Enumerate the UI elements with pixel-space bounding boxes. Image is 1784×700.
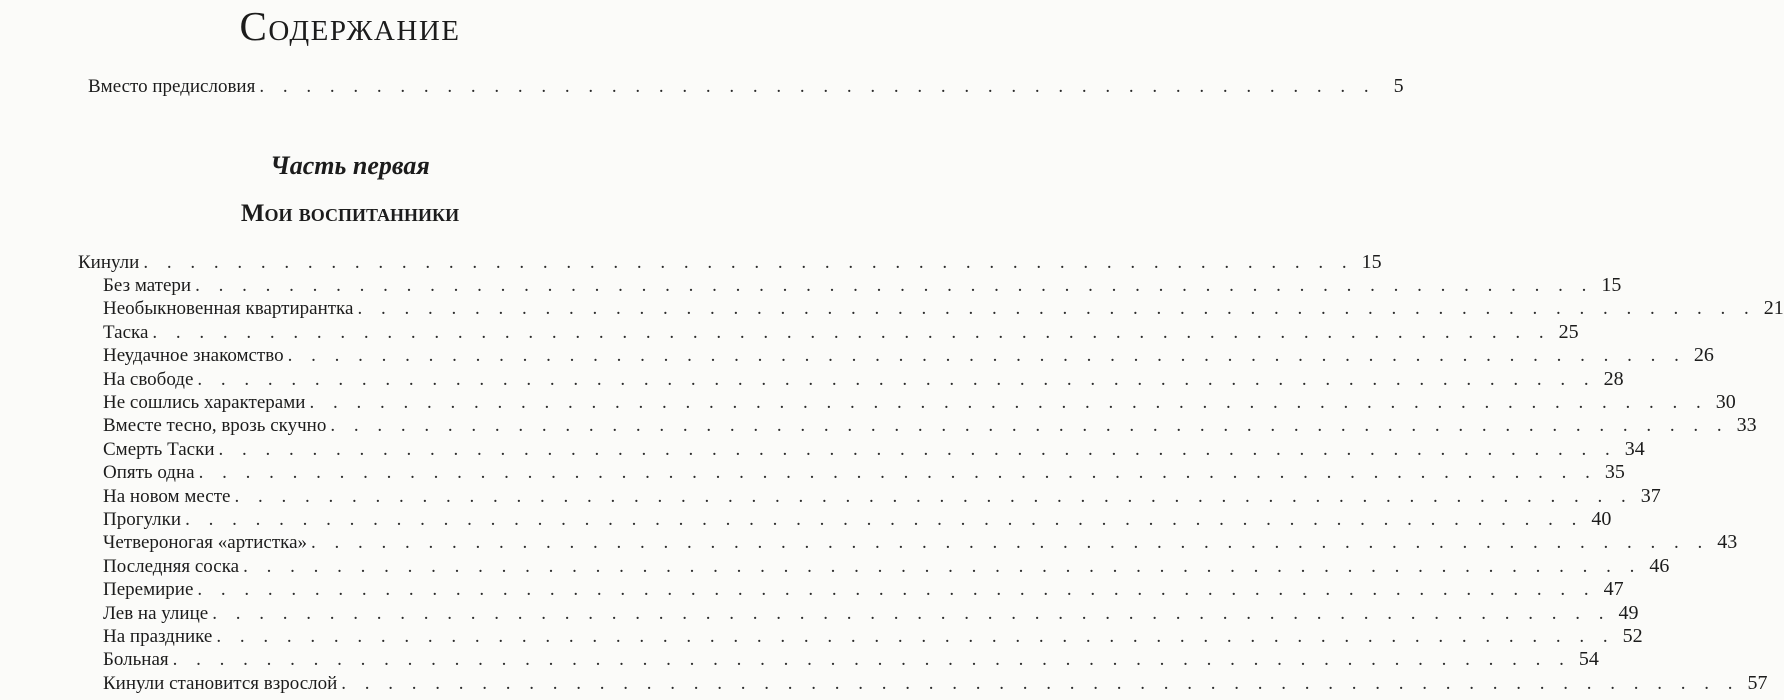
toc-entry-label: Необыкновенная квартирантка <box>103 298 354 320</box>
toc-entry-section[interactable] <box>103 390 1736 415</box>
leader-dots: . . . . . . . . . . . . . . . . . . . . . . . . . . . . . . . . . . . . . . . . . . . . . . . . . . . . . . . . . . . . <box>218 438 1617 460</box>
leader-dots: . . . . . . . . . . . . . . . . . . . . . . . . . . . . . . . . . . . . . . . . . . . . . . . . . . . . . . . . . . . . <box>197 368 1596 390</box>
toc-entry-page: 52 <box>1622 625 1643 647</box>
leader-dots: . . . . . . . . . . . . . . . . . . . . . . . . . . . . . . . . . . . . . . . . . . . . . . . . . . . . . . . . . . . . <box>311 532 1710 554</box>
part-label: Часть первая <box>270 151 430 180</box>
toc-entry-label: Смерть Таски <box>103 438 215 460</box>
page-title: Содержание <box>239 3 461 49</box>
toc-entry-page: 40 <box>1591 508 1612 530</box>
toc-entry-page: 33 <box>1736 414 1757 437</box>
leader-dots: . . . . . . . . . . . . . . . . . . . . . . . . . . . . . . . . . . . . . . . . . . . . . . . . . . . . . . . . . . . . <box>198 462 1597 484</box>
toc-entry-section[interactable] <box>103 413 1757 438</box>
toc-entry-label: Кинули <box>78 252 140 273</box>
leader-dots: . . . . . . . . . . . . . . . . . . . . . . . . . . . . . . . . . . . . . . . . . . . . . . . . . . . . . . . . . . . . <box>243 555 1642 577</box>
toc-entry-section[interactable] <box>103 601 1639 626</box>
leader-dots: . . . . . . . . . . . . . . . . . . . . . . . . . . . . . . . . . . . . . . . . . . . . . . . . . . . . . . . . . . . . <box>287 345 1686 367</box>
toc-entry-section[interactable] <box>103 671 1768 696</box>
leader-dots: . . . . . . . . . . . . . . . . . . . . . . . . . . . . . . . . . . . . . . . . . . . . . . . . . . . . . . . . . . . . <box>330 415 1729 437</box>
leader-dots: . . . . . . . . . . . . . . . . . . . . . . . . . . . . . . . . . . . . . . . . . . . . . . . . . . . . . . . . . . . . <box>212 602 1611 624</box>
toc-entry-section[interactable] <box>103 624 1643 649</box>
toc-entry-label: Опять одна <box>103 462 195 484</box>
toc-entry-section[interactable] <box>103 460 1625 485</box>
toc-entry-section[interactable] <box>103 367 1624 392</box>
toc-entry-page: 25 <box>1558 320 1579 343</box>
toc-entry-label: На празднике <box>103 626 213 647</box>
leader-dots: . . . . . . . . . . . . . . . . . . . . . . . . . . . . . . . . . . . . . . . . . . . . . . . . . . . . . . . . . . . . <box>357 298 1756 320</box>
toc-entry-section[interactable] <box>103 343 1714 368</box>
toc-entry-section[interactable] <box>103 507 1612 532</box>
leader-dots: . . . . . . . . . . . . . . . . . . . . . . . . . . . . . . . . . . . . . . . . . . . . . . . . . . . . <box>143 252 1354 273</box>
leader-dots: . . . . . . . . . . . . . . . . . . . . . . . . . . . . . . . . . . . . . . . . . . . . . . . . . . . . . . . . . . . . <box>234 485 1633 507</box>
toc-entry-label: Прогулки <box>103 509 182 530</box>
toc-entry-page: 28 <box>1603 367 1624 390</box>
leader-dots: . . . . . . . . . . . . . . . . . . . . . . . . . . . . . . . . . . . . . . . . . . . . . . . . . . . . . . . . . . . . <box>195 275 1594 296</box>
toc-entry-section[interactable] <box>103 273 1622 298</box>
toc-entry-page: 37 <box>1640 484 1661 507</box>
toc-entry-page: 15 <box>1361 251 1382 273</box>
toc-entry-label: Таска <box>103 321 149 343</box>
toc-entry-section[interactable] <box>103 554 1670 579</box>
toc-entry-label: Не сошлись характерами <box>103 392 306 413</box>
toc-entry-label: Перемирие <box>103 579 194 601</box>
toc-entry-label: Четвероногая «артистка» <box>103 532 308 554</box>
toc-entry-page: 15 <box>1601 274 1622 296</box>
toc-entry-page: 54 <box>1578 648 1599 671</box>
toc-entry-section[interactable] <box>103 320 1579 345</box>
toc-entry-label: Вместо предисловия <box>88 76 256 97</box>
toc-entry-section[interactable] <box>103 296 1784 321</box>
toc-entry-intro[interactable] <box>88 74 1404 99</box>
toc-entry-section[interactable] <box>103 530 1738 555</box>
leader-dots: . . . . . . . . . . . . . . . . . . . . . . . . . . . . . . . . . . . . . . . . . . . . . . . . <box>259 76 1376 97</box>
leader-dots: . . . . . . . . . . . . . . . . . . . . . . . . . . . . . . . . . . . . . . . . . . . . . . . . . . . . . . . . . . . . <box>309 392 1708 413</box>
toc-entry-page: 43 <box>1717 531 1738 554</box>
leader-dots: . . . . . . . . . . . . . . . . . . . . . . . . . . . . . . . . . . . . . . . . . . . . . . . . . . . . . . . . . . . . <box>341 672 1740 694</box>
toc-entry-section[interactable] <box>103 577 1624 602</box>
toc-entry-label: На новом месте <box>103 485 231 507</box>
toc-entry-page: 49 <box>1618 601 1639 624</box>
toc-entry-page: 35 <box>1604 461 1625 484</box>
toc-entry-page: 34 <box>1624 437 1645 460</box>
toc-entry-label: Вместе тесно, врозь скучно <box>103 415 327 437</box>
toc-entry-label: Неудачное знакомство <box>103 345 284 367</box>
toc-entry-page: 47 <box>1603 578 1624 601</box>
leader-dots: . . . . . . . . . . . . . . . . . . . . . . . . . . . . . . . . . . . . . . . . . . . . . . . . . . . . . . . . . . . . <box>197 579 1596 601</box>
toc-entry-chapter[interactable] <box>78 250 1382 275</box>
toc-entry-page: 26 <box>1693 344 1714 367</box>
toc-entry-label: Лев на улице <box>103 602 209 624</box>
toc-entry-label: Без матери <box>103 275 192 296</box>
toc-entry-page: 46 <box>1649 554 1670 577</box>
leader-dots: . . . . . . . . . . . . . . . . . . . . . . . . . . . . . . . . . . . . . . . . . . . . . . . . . . . . . . . . . . . . <box>216 626 1615 647</box>
toc-entry-label: Больная <box>103 649 169 671</box>
leader-dots: . . . . . . . . . . . . . . . . . . . . . . . . . . . . . . . . . . . . . . . . . . . . . . . . . . . . . . . . . . . . <box>172 649 1571 671</box>
toc-entry-section[interactable] <box>103 437 1645 462</box>
toc-entry-section[interactable] <box>103 647 1599 672</box>
toc-entry-page: 5 <box>1393 75 1404 97</box>
toc-entry-page: 21 <box>1763 297 1784 320</box>
toc-entry-label: На свободе <box>103 368 194 390</box>
part-heading: Мои воспитанники <box>240 200 460 227</box>
toc-entry-label: Последняя соска <box>103 555 240 577</box>
toc-entry-section[interactable] <box>103 484 1661 509</box>
leader-dots: . . . . . . . . . . . . . . . . . . . . . . . . . . . . . . . . . . . . . . . . . . . . . . . . . . . . . . . . . . . . <box>152 321 1551 343</box>
toc-entry-page: 30 <box>1715 391 1736 413</box>
toc-entry-page: 57 <box>1747 671 1768 694</box>
leader-dots: . . . . . . . . . . . . . . . . . . . . . . . . . . . . . . . . . . . . . . . . . . . . . . . . . . . . . . . . . . . . <box>185 509 1584 530</box>
toc-entry-label: Кинули становится взрослой <box>103 672 338 694</box>
